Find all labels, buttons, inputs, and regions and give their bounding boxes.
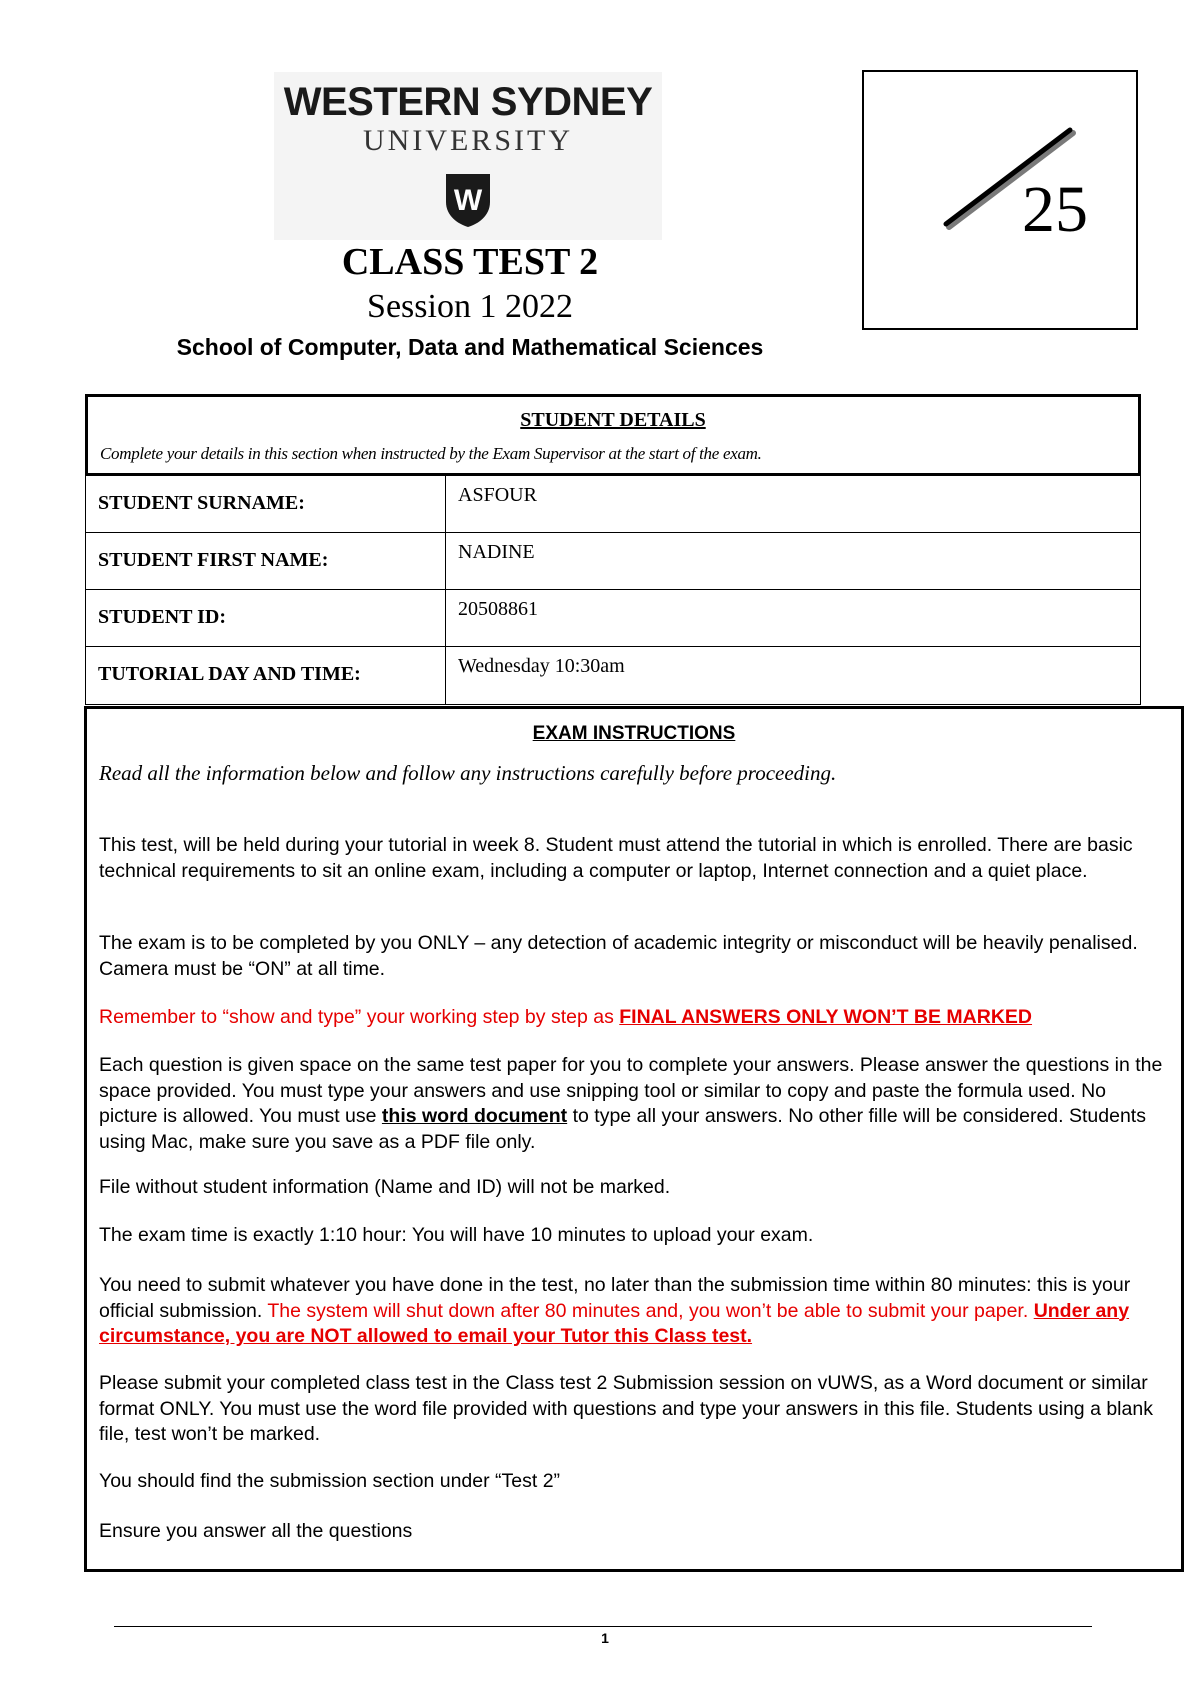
tutorial-time-label: TUTORIAL DAY AND TIME:: [86, 647, 446, 704]
instruction-paragraph: The exam time is exactly 1:10 hour: You will have 10 minutes to upload your exam.: [99, 1224, 814, 1246]
student-id-field[interactable]: 20508861: [458, 598, 538, 620]
instruction-text: Each question is given space on the same test paper for you to complete your answers. Please answer the questions in the space provided. You must type your answers and use snipping tool or similar to copy and paste the formula used. No picture is allowed. You must use: [99, 1054, 1163, 1127]
first-name-label: STUDENT FIRST NAME:: [86, 533, 446, 589]
student-details-table: [85, 394, 1141, 705]
logo-wordmark-top: WESTERN SYDNEY: [283, 80, 653, 124]
tutorial-time-field[interactable]: Wednesday 10:30am: [458, 655, 625, 677]
exam-instructions-box: [84, 706, 1184, 1572]
instruction-paragraph: This test, will be held during your tutorial in week 8. Student must attend the tutorial in which is enrolled. There are basic technical requirements to sit an online exam, including a computer or laptop, Internet connection and a quiet place.: [99, 834, 1133, 882]
instruction-emphasis: this word document: [381, 1105, 568, 1127]
surname-field[interactable]: ASFOUR: [458, 484, 537, 506]
instruction-paragraph: [99, 1005, 1169, 1031]
instructions-intro: Read all the information below and follow any instructions carefully before proceeding.: [99, 761, 837, 785]
shield-crest-icon: [444, 172, 492, 228]
instruction-emphasis: Under any circumstance, you are NOT allowed to email your Tutor this Class test.: [99, 1299, 1130, 1347]
student-details-header: [85, 394, 1141, 476]
instruction-paragraph: Please submit your completed class test in the Class test 2 Submission session on vUWS, as a Word document or similar format ONLY. You must use the word file provided with questions and type your answers in this file. Students using a blank file, test won’t be marked.: [99, 1372, 1153, 1445]
page-number: 1: [601, 1630, 609, 1646]
score-total: 25: [1022, 173, 1088, 246]
footer-divider: [114, 1626, 1092, 1627]
student-details-title: STUDENT DETAILS: [520, 409, 706, 431]
session-label: Session 1 2022: [367, 288, 573, 325]
score-box: [862, 70, 1138, 330]
crest-letter: W: [453, 184, 483, 217]
surname-label: STUDENT SURNAME:: [86, 476, 446, 532]
table-row: [85, 476, 1141, 533]
instruction-emphasis: FINAL ANSWERS ONLY WON’T BE MARKED: [619, 1006, 1033, 1028]
instruction-paragraph: File without student information (Name and ID) will not be marked.: [99, 1176, 671, 1198]
first-name-field[interactable]: NADINE: [458, 541, 535, 563]
instruction-paragraph: [99, 1273, 1169, 1350]
instruction-warning: The system will shut down after 80 minutes and, you won’t be able to submit your paper.: [267, 1299, 1034, 1322]
instruction-paragraph: Ensure you answer all the questions: [99, 1520, 413, 1542]
table-row: [85, 590, 1141, 647]
university-logo: [274, 72, 662, 240]
score-slash-mark: [864, 72, 1136, 328]
school-name: School of Computer, Data and Mathematical Sciences: [176, 334, 764, 360]
instructions-title: EXAM INSTRUCTIONS: [532, 723, 736, 744]
table-row: [85, 647, 1141, 705]
student-details-note: Complete your details in this section when instructed by the Exam Supervisor at the start of the exam.: [100, 444, 762, 463]
instruction-text: Remember to “show and type” your working step by step as: [99, 1006, 620, 1028]
instruction-paragraph: The exam is to be completed by you ONLY – any detection of academic integrity or misconduct will be heavily penalised. Camera must be “ON” at all time.: [99, 932, 1138, 980]
page-title: CLASS TEST 2: [341, 241, 599, 283]
instruction-text: You need to submit whatever you have done in the test, no later than the submission time within 80 minutes: this is your official submission.: [99, 1274, 1131, 1322]
instruction-paragraph: You should find the submission section under “Test 2”: [99, 1470, 561, 1492]
table-row: [85, 533, 1141, 590]
instruction-paragraph: [99, 1053, 1169, 1155]
instruction-text: to type all your answers. No other fille will be considered. Students using Mac, make sure you save as a PDF file only.: [99, 1105, 1146, 1153]
student-id-label: STUDENT ID:: [86, 590, 446, 646]
logo-wordmark-bottom: UNIVERSITY: [363, 124, 573, 157]
